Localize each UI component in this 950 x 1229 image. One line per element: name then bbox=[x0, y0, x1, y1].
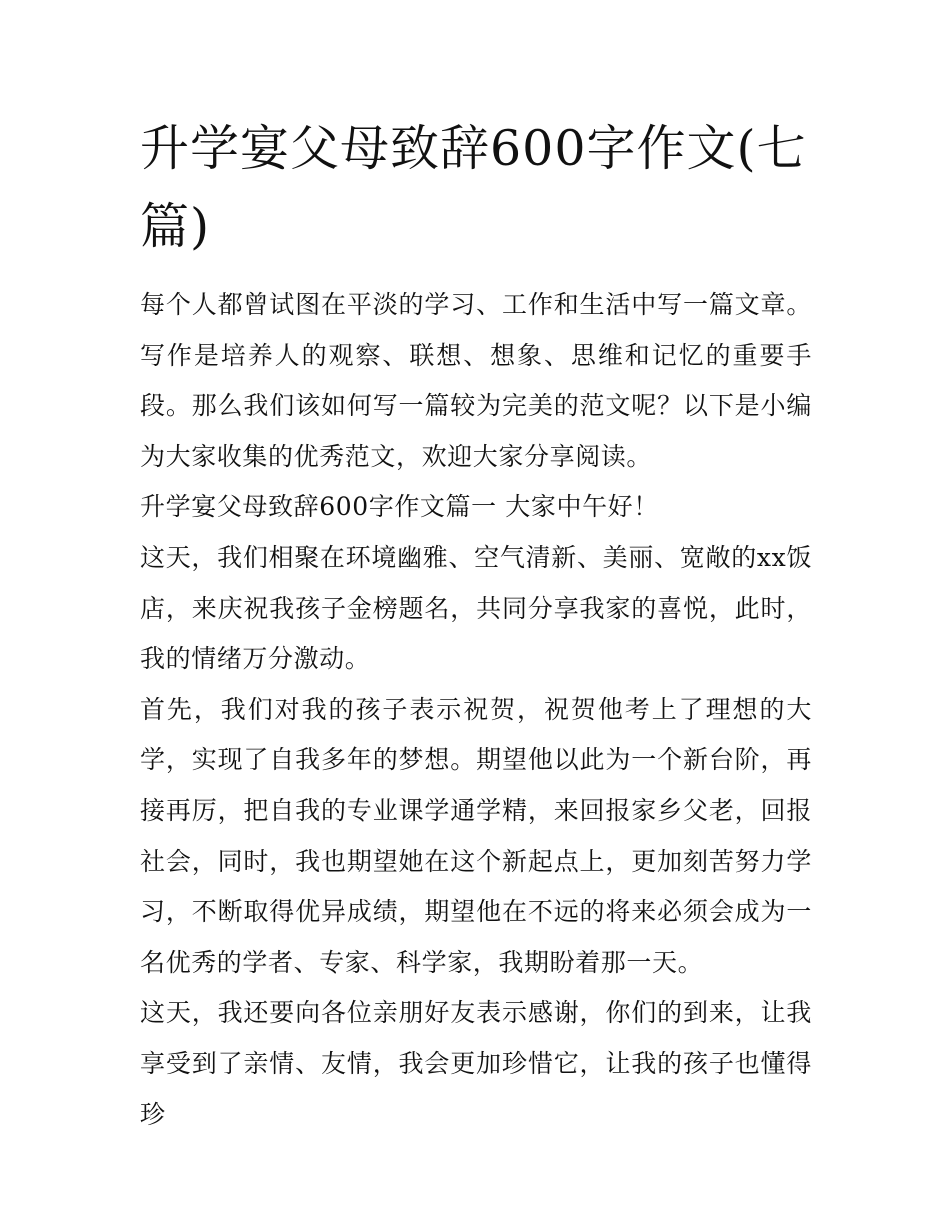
document-page bbox=[140, 110, 812, 1140]
paragraph-body-3: 这天，我还要向各位亲朋好友表示感谢，你们的到来，让我享受到了亲情、友情，我会更加珍惜它，让我的孩子也懂得珍 bbox=[140, 998, 812, 1129]
paragraph-heading-1: 升学宴父母致辞600字作文篇一 大家中午好！ bbox=[140, 492, 659, 522]
paragraph-body-2: 首先，我们对我的孩子表示祝贺，祝贺他考上了理想的大学，实现了自我多年的梦想。期望他以此为一个新台阶，再接再厉，把自我的专业课学通学精，来回报家乡父老，回报社会，同时，我也期望她在这个新起点上，更加刻苦努力学习，不断取得优异成绩，期望他在不远的将来必须会成为一名优秀的学者、专家、科学家，我期盼着那一天。 bbox=[140, 694, 812, 977]
document-title: 升学宴父母致辞600字作文(七篇) bbox=[140, 120, 807, 255]
paragraph-intro: 每个人都曾试图在平淡的学习、工作和生活中写一篇文章。写作是培养人的观察、联想、想象、思维和记忆的重要手段。那么我们该如何写一篇较为完美的范文呢？以下是小编为大家收集的优秀范文，欢迎大家分享阅读。 bbox=[140, 290, 812, 471]
paragraph-body-1: 这天，我们相聚在环境幽雅、空气清新、美丽、宽敞的xx饭店，来庆祝我孩子金榜题名，共同分享我家的喜悦，此时，我的情绪万分激动。 bbox=[140, 542, 812, 674]
